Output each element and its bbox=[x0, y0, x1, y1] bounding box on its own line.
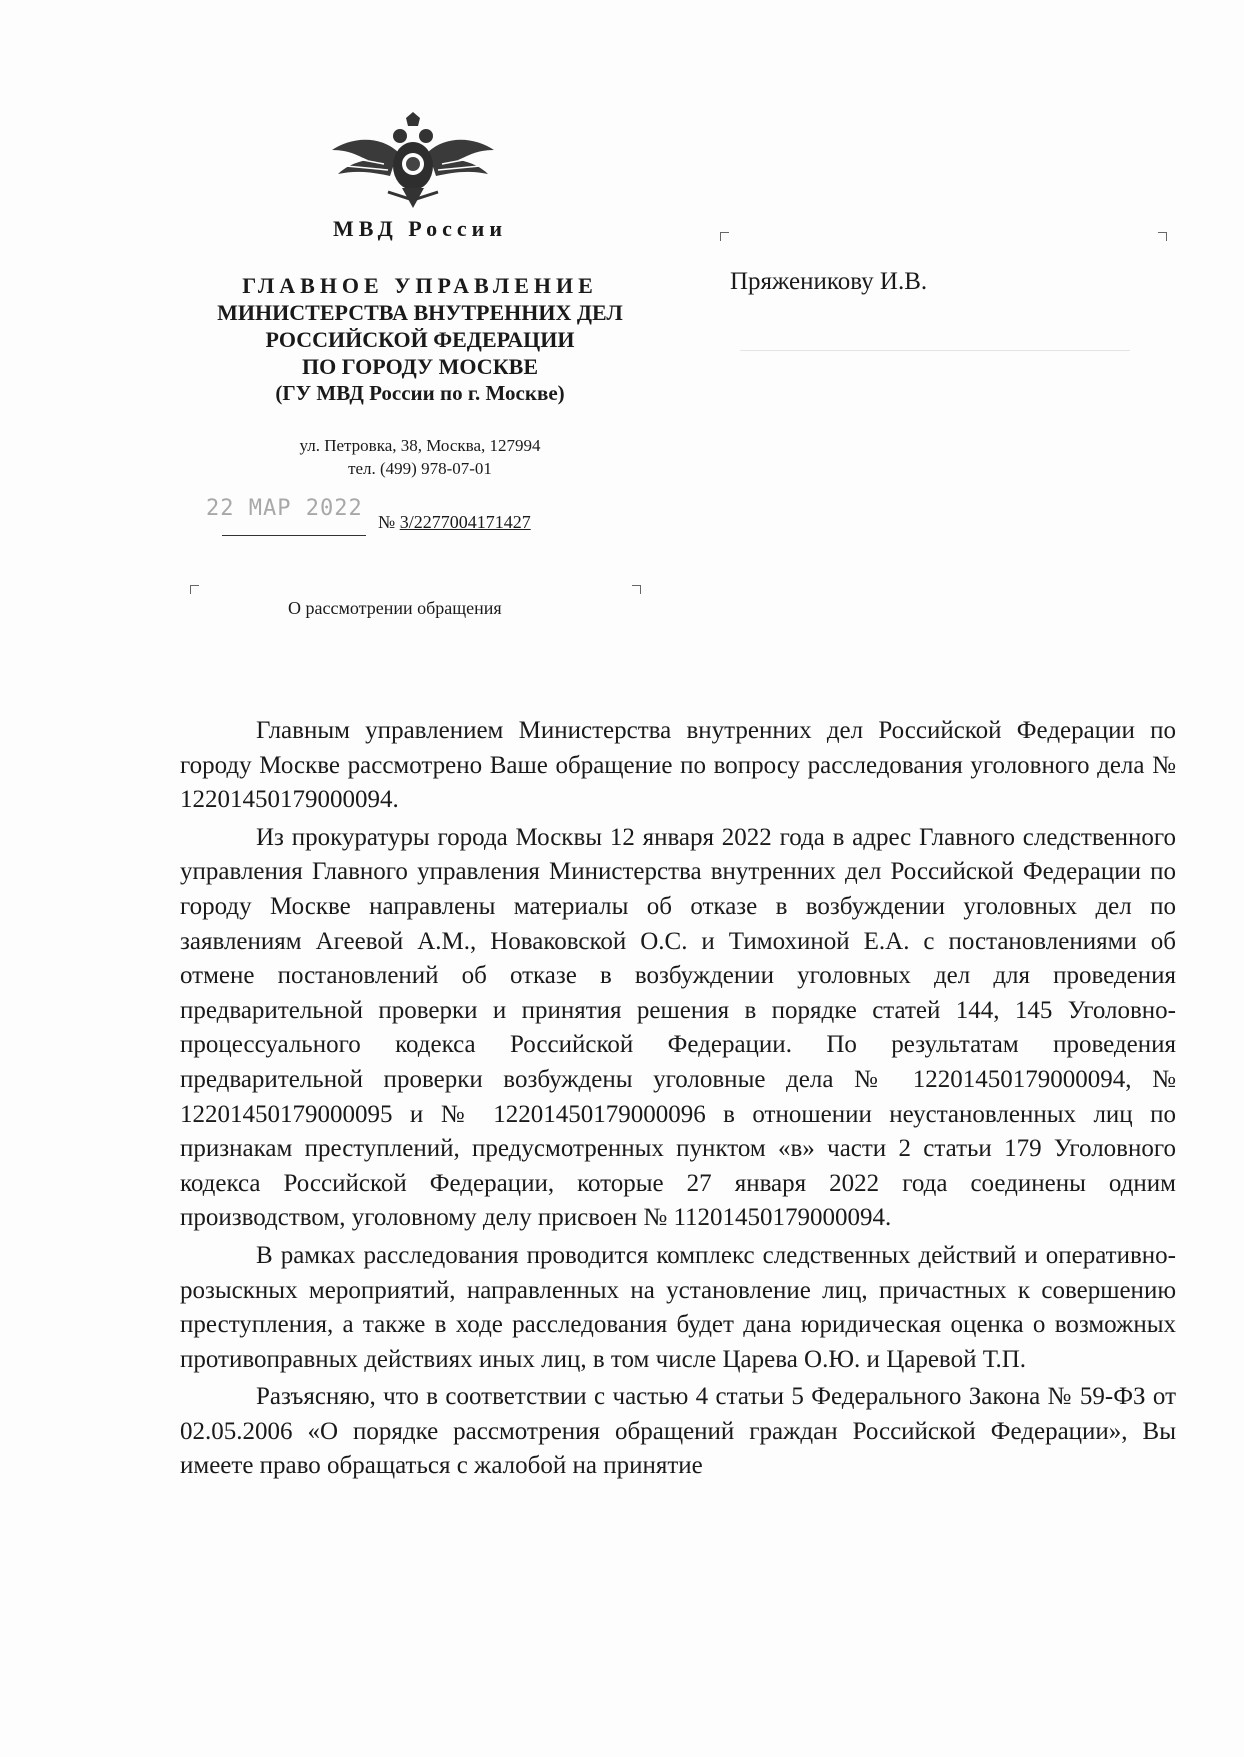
org-line-5: (ГУ МВД России по г. Москве) bbox=[275, 381, 565, 405]
org-full-name bbox=[190, 272, 650, 407]
phone-line: тел. (499) 978-07-01 bbox=[348, 459, 492, 478]
body-paragraph: Из прокуратуры города Москвы 12 января 2022 года в адрес Главного следственного управления Главного управления Министерства внутренних дел Российской Федерации по городу Москве направлены материалы об отказе в возбуждении уголовных дел по заявлениям Агеевой А.М., Новаковской О.С. и Тимохиной Е.А. с постановлениями об отмене постановлений об отказе в возбуждении уголовных дел для проведения предварительной проверки и принятия решения в порядке статей 144, 145 Уголовно-процессуального кодекса Российской Федерации. По результатам проведения предварительной проверки возбуждены уголовные дела № 12201450179000094, № 12201450179000095 и № 12201450179000096 в отношении неустановленных лиц по признакам преступлений, предусмотренных пунктом «в» части 2 статьи 179 Уголовного кодекса Российской Федерации, которые 27 января 2022 года соединены одним производством, уголовному делу присвоен № 11201450179000094. bbox=[180, 823, 1176, 1232]
org-line-3: РОССИЙСКОЙ ФЕДЕРАЦИИ bbox=[265, 327, 575, 352]
org-line-4: ПО ГОРОДУ МОСКВЕ bbox=[302, 354, 538, 379]
org-address bbox=[230, 434, 610, 480]
recipient-corner-left bbox=[720, 232, 729, 241]
date-stamp: 22 МАР 2022 bbox=[206, 496, 363, 521]
body-paragraph: Разъясняю, что в соответствии с частью 4 статьи 5 Федерального Закона № 59-ФЗ от 02.05.2006 «О порядке рассмотрения обращений граждан Российской Федерации», Вы имеете право обращаться с жалобой на принятие bbox=[180, 1383, 1176, 1480]
number-prefix: № bbox=[378, 512, 396, 532]
subject-corner-right bbox=[632, 585, 641, 594]
recipient-corner-right bbox=[1158, 232, 1167, 241]
letter-subject: О рассмотрении обращения bbox=[288, 598, 502, 618]
address-line: ул. Петровка, 38, Москва, 127994 bbox=[299, 436, 541, 455]
date-underline bbox=[222, 535, 366, 536]
number-value: 3/2277004171427 bbox=[399, 512, 531, 532]
org-line-1: ГЛАВНОЕ УПРАВЛЕНИЕ bbox=[242, 273, 598, 298]
org-short-name: МВД России bbox=[332, 216, 507, 241]
letter-body bbox=[180, 714, 1176, 1487]
subject-corner-left bbox=[190, 585, 199, 594]
recipient-name: Пряженикову И.В. bbox=[730, 268, 928, 295]
recipient-address-line bbox=[740, 350, 1130, 351]
org-line-2: МИНИСТЕРСТВА ВНУТРЕННИХ ДЕЛ bbox=[217, 300, 623, 325]
mvd-emblem-icon bbox=[328, 112, 498, 222]
body-paragraph: В рамках расследования проводится комплекс следственных действий и оперативно-розыскных мероприятий, направленных на установление лиц, причастных к совершению преступления, а также в ходе расследования будет дана юридическая оценка о возможных противоправных действиях иных лиц, в том числе Царева О.Ю. и Царевой Т.П. bbox=[180, 1241, 1176, 1373]
document-number bbox=[378, 512, 531, 533]
body-paragraph: Главным управлением Министерства внутренних дел Российской Федерации по городу Москве рассмотрено Ваше обращение по вопросу расследования уголовного дела № 12201450179000094. bbox=[180, 717, 1176, 814]
